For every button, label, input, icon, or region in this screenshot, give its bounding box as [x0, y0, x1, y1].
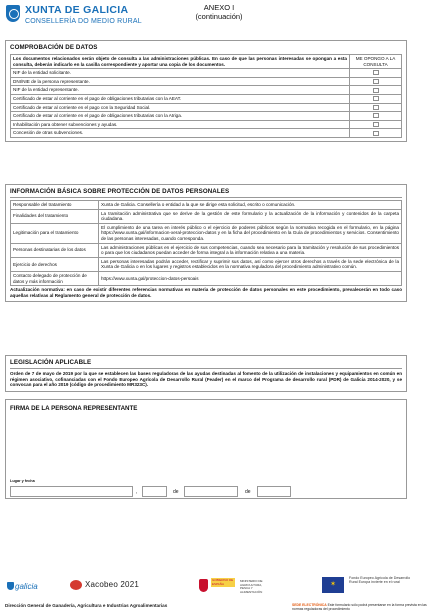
page-footer	[5, 603, 435, 613]
table-row	[11, 69, 402, 78]
info-value: El cumplimiento de una tarea en interés público o el ejercicio de poderes públicos según la normativa recogida en el formulario, en la página https://www.xunta.gal/informacion-xeral-proteccion-datos y en la ficha del procedimiento en la Guía de procedimientos y servicios. Consentimiento de las personas interesadas, cuando corresponda.	[99, 223, 402, 243]
oppose-checkbox[interactable]	[373, 131, 379, 136]
verification-item: DNI/NIE de la persona representante.	[11, 77, 350, 86]
direction-name: Dirección General de Ganadería, Agricultura e Industrias Agroalimentarias	[5, 603, 168, 608]
ministry-logo: MINISTERIO DE AGRICULTURA, PESCA Y ALIMENTACIÓN	[240, 579, 263, 594]
month-field[interactable]	[184, 486, 238, 497]
oppose-checkbox[interactable]	[373, 122, 379, 127]
legislation-text: Orden de 7 de mayo de 2019 por la que se establecen las bases reguladoras de las ayudas destinadas al fomento de la utilización de instalaciones y equipamientos en común en régimen asociativo, cofinanciadas con el Fondo Europeo Agrícola de Desarrollo Rural (Feader) en el marco del Programa de desarrollo rural (PDR) de Galicia 2014-2020, y se convocan para el año 2019 (código de procedimiento MR323C).	[10, 371, 402, 388]
table-row	[11, 257, 402, 271]
comma-separator: ,	[136, 489, 138, 495]
table-row	[11, 103, 402, 112]
de-separator: de	[245, 489, 251, 495]
sede-notice	[292, 603, 437, 611]
footer-logos	[5, 574, 435, 602]
table-row	[11, 223, 402, 243]
place-field[interactable]	[10, 486, 133, 497]
data-protection-section	[5, 184, 407, 302]
galicia-logo-icon	[7, 582, 14, 590]
annex-subtitle: (continuación)	[195, 12, 243, 21]
annex-heading	[174, 3, 264, 21]
de-separator: de	[173, 489, 179, 495]
oppose-checkbox[interactable]	[373, 70, 379, 75]
legislation-title: LEGISLACIÓN APLICABLE	[10, 359, 402, 369]
info-value[interactable]: https://www.xunta.gal/proteccion-datos-persoais	[99, 271, 402, 285]
info-label: Legitimación para el tratamiento	[11, 223, 99, 243]
oppose-checkbox[interactable]	[373, 79, 379, 84]
oppose-checkbox[interactable]	[373, 113, 379, 118]
regulatory-note: Actualización normativa: en caso de existir diferentes referencias normativas en materia de protección de datos personales en este procedimiento, prevalecerán en todo caso aquellas relativas al Reglamento general de protección de datos.	[10, 287, 402, 298]
spain-shield-icon	[199, 579, 208, 592]
oppose-checkbox[interactable]	[373, 105, 379, 110]
oppose-column-header: ME OPONGO A LA CONSULTA	[350, 55, 402, 69]
verification-title: COMPROBACIÓN DE DATOS	[10, 44, 98, 51]
place-date-label: Lugar y fecha	[10, 479, 35, 483]
verification-table	[10, 54, 402, 138]
org-name: XUNTA DE GALICIA	[25, 4, 129, 16]
info-label: Personas destinatarias de los datos	[11, 243, 99, 257]
xunta-shield-logo	[6, 5, 20, 22]
galicia-logo: galicia	[15, 582, 38, 591]
xacobeo-logo: Xacobeo 2021	[85, 580, 140, 589]
sede-text: Este formulario sólo podrá presentarse en la forma prevista en las normas reguladoras del procedimiento	[292, 603, 427, 611]
year-field[interactable]	[257, 486, 291, 497]
data-protection-title: INFORMACIÓN BÁSICA SOBRE PROTECCIÓN DE DATOS PERSONALES	[10, 188, 402, 198]
verification-item: Inhabilitación para obtener subvenciones y ayudas.	[11, 120, 350, 129]
oppose-checkbox[interactable]	[373, 96, 379, 101]
verification-section	[5, 40, 407, 142]
verification-item: Certificado de estar al corriente en el pago con la Seguridad Social.	[11, 103, 350, 112]
department-name: CONSELLERÍA DO MEDIO RURAL	[25, 18, 142, 25]
table-row	[11, 209, 402, 223]
info-value: La tramitación administrativa que se derive de la gestión de este formulario y la actualización de la información y contenidos de la carpeta ciudadana.	[99, 209, 402, 223]
table-row	[11, 120, 402, 129]
table-row	[11, 77, 402, 86]
info-label: Finalidades del tratamiento	[11, 209, 99, 223]
signature-section	[5, 399, 407, 499]
info-value: Las personas interesadas podrán acceder, rectificar y suprimir sus datos, así como ejercer otros derechos a través de la sede electrónica de la Xunta de Galicia o en los lugares y registros establecidos en la normativa reguladora del procedimiento administrativo común.	[99, 257, 402, 271]
table-row	[11, 55, 402, 69]
info-label: Ejercicio de derechos	[11, 257, 99, 271]
verification-item: NIF de la entidad representante.	[11, 86, 350, 95]
info-label: Responsable del tratamiento	[11, 201, 99, 210]
oppose-checkbox[interactable]	[373, 88, 379, 93]
verification-item: Certificado de estar al corriente en el pago de obligaciones tributarias con la Atriga.	[11, 112, 350, 121]
table-row	[11, 94, 402, 103]
info-value: Xunta de Galicia. Consellería o entidad a la que se dirige esta solicitud, escrito o comunicación.	[99, 201, 402, 210]
day-field[interactable]	[142, 486, 167, 497]
signature-title: FIRMA DE LA PERSONA REPRESENTANTE	[10, 405, 138, 412]
page-header	[4, 3, 435, 31]
data-protection-table	[10, 200, 402, 286]
verification-item: Concesión de otras subvenciones.	[11, 129, 350, 138]
table-row	[11, 271, 402, 285]
table-row	[11, 112, 402, 121]
table-row	[11, 86, 402, 95]
table-row	[11, 201, 402, 210]
sede-label[interactable]: SEDE ELECTRÓNICA	[292, 603, 327, 607]
info-label: Contacto delegado de protección de datos y más información	[11, 271, 99, 285]
table-row	[11, 243, 402, 257]
eu-fund-text: Fondo Europeo Agrícola de Desarrollo Rural Europa invierte en el rural	[349, 576, 411, 585]
eu-flag-icon: ✶	[322, 577, 344, 593]
verification-item: NIF de la entidad solicitante.	[11, 69, 350, 78]
verification-intro: Los documentos relacionados serán objeto de consulta a las administraciones públicas. En caso de que las personas interesadas se opongan a esta consulta, deberán indicarlo en la casilla correspondiente y aportar una copia de los documentos.	[11, 55, 350, 69]
annex-title: ANEXO I	[203, 3, 235, 12]
info-value: Las administraciones públicas en el ejercicio de sus competencias, cuando sea necesario para la tramitación y resolución de sus procedimientos o para que los ciudadanos puedan acceder de forma integral a la información relativa a una materia.	[99, 243, 402, 257]
xacobeo-logo-icon	[70, 580, 82, 590]
verification-item: Certificado de estar al corriente en el pago de obligaciones tributarias con la AEAT.	[11, 94, 350, 103]
legislation-section	[5, 355, 407, 392]
government-logo: GOBIERNO DE ESPAÑA	[212, 578, 234, 586]
table-row	[11, 129, 402, 138]
